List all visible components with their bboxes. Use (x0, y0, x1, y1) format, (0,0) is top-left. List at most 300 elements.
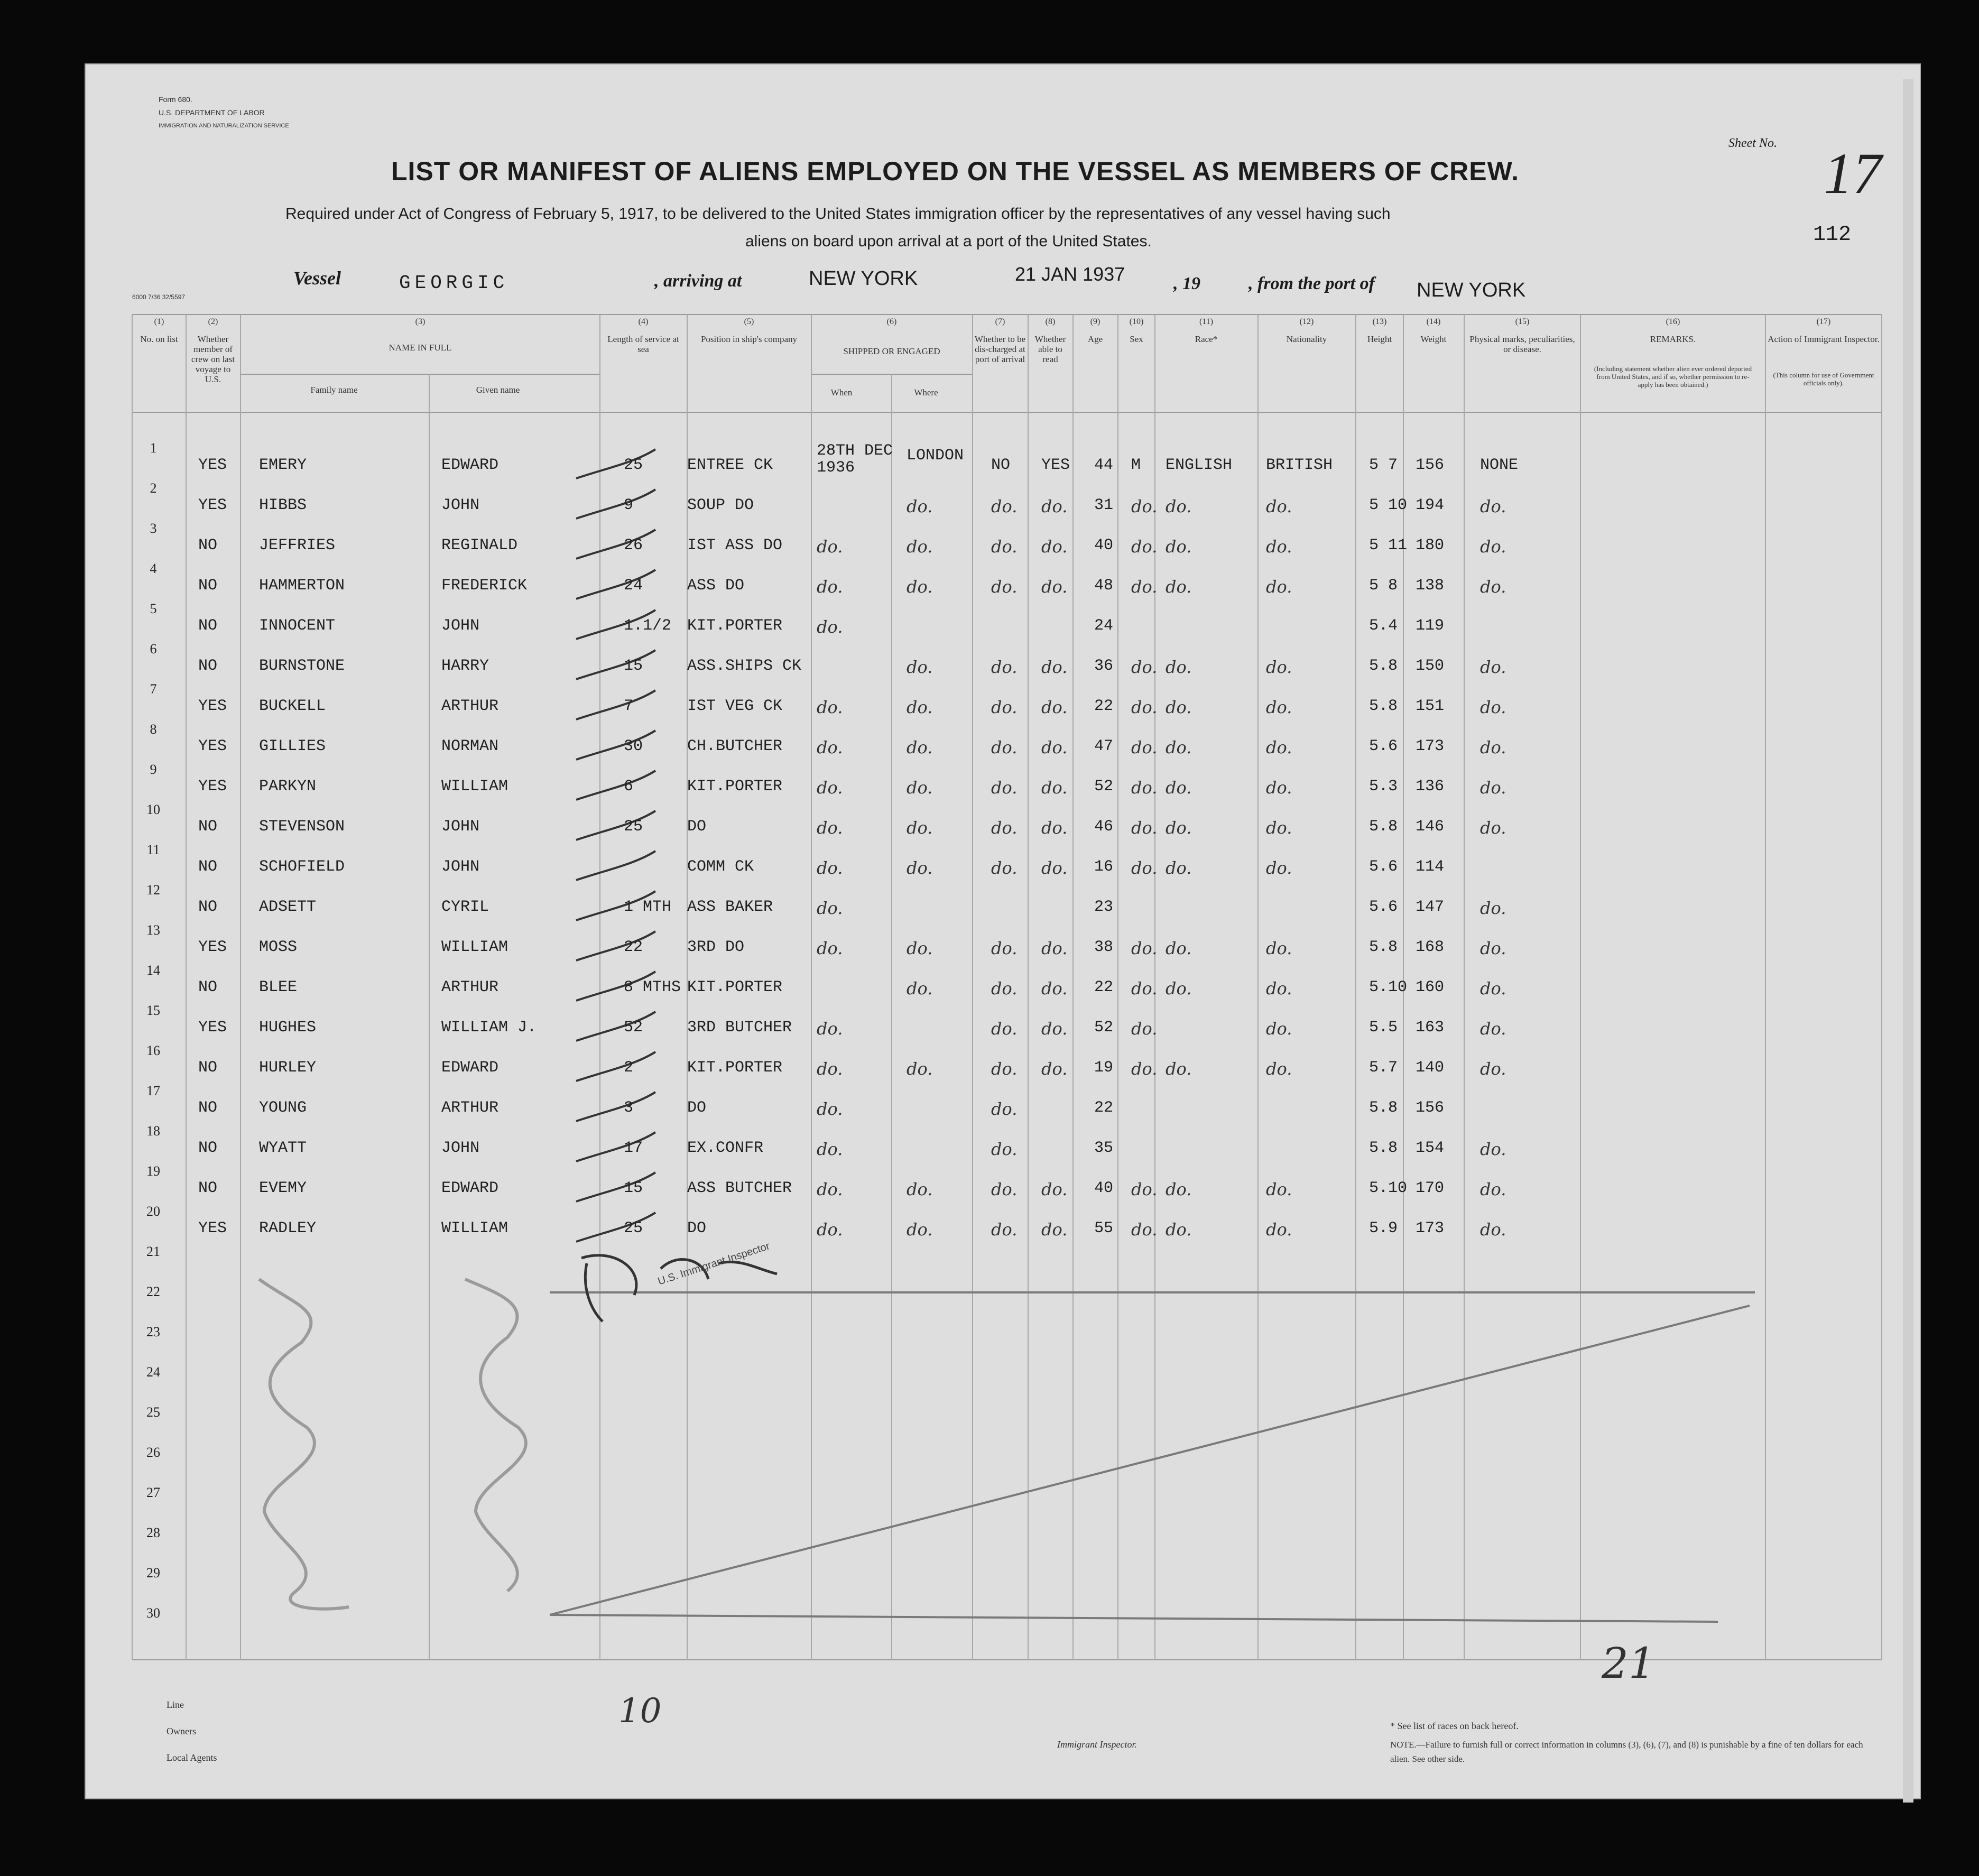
cell-family: PARKYN (259, 778, 317, 796)
cell-given: JOHN (441, 858, 480, 876)
cell-discharged: do. (991, 1179, 1018, 1199)
cell-weight: 163 (1416, 1019, 1445, 1037)
cell-age: 16 (1094, 858, 1114, 876)
row-number: 1 (150, 440, 157, 456)
cell-given: HARRY (441, 657, 489, 675)
cell-given: CYRIL (441, 898, 489, 916)
cell-position: DO (687, 1099, 707, 1117)
cell-read: do. (1041, 1179, 1068, 1199)
cell-family: YOUNG (259, 1099, 307, 1117)
cell-where: do. (907, 778, 933, 798)
cell-weight: 140 (1416, 1059, 1445, 1077)
arriving-port: NEW YORK (809, 267, 918, 290)
check-mark (576, 489, 655, 519)
cell-discharged: do. (991, 778, 1018, 798)
check-mark (576, 650, 655, 679)
cell-marks: do. (1480, 938, 1506, 958)
cell-last-voyage: NO (198, 858, 218, 876)
cell-discharged: do. (991, 1139, 1018, 1159)
vessel-label: Vessel (293, 267, 341, 289)
cell-sex: do. (1131, 1019, 1158, 1039)
cell-service: 1 MTH (624, 898, 672, 916)
service-name: IMMIGRATION AND NATURALIZATION SERVICE (159, 123, 289, 129)
cell-weight: 173 (1416, 737, 1445, 755)
row-number: 7 (150, 681, 157, 697)
row-number: 5 (150, 601, 157, 616)
cell-last-voyage: YES (198, 496, 227, 514)
row-number: 2 (150, 480, 157, 496)
cell-race: do. (1166, 577, 1192, 597)
cell-weight: 173 (1416, 1219, 1445, 1237)
cell-age: 44 (1094, 456, 1114, 474)
cell-race: do. (1166, 1059, 1192, 1079)
cell-where: do. (907, 1219, 933, 1240)
cell-sex: M (1131, 456, 1141, 474)
cell-nationality: do. (1266, 1059, 1292, 1079)
cell-weight: 170 (1416, 1179, 1445, 1197)
column-number: (3) (415, 317, 426, 326)
cell-where: do. (907, 978, 933, 999)
cell-given: NORMAN (441, 737, 499, 755)
row-number: 26 (146, 1445, 160, 1460)
cell-discharged: do. (991, 1019, 1018, 1039)
column-number: (10) (1129, 317, 1144, 326)
cell-position: ASS DO (687, 577, 745, 595)
cell-position: CH.BUTCHER (687, 737, 783, 755)
year-label: , 19 (1173, 274, 1200, 293)
cell-age: 23 (1094, 898, 1114, 916)
cell-where: do. (907, 1179, 933, 1199)
cell-weight: 156 (1416, 1099, 1445, 1117)
cell-marks: do. (1480, 577, 1506, 597)
row-number: 23 (146, 1324, 160, 1339)
cell-last-voyage: NO (198, 577, 218, 595)
cell-given: ARTHUR (441, 1099, 499, 1117)
cell-last-voyage: NO (198, 657, 218, 675)
cell-given: JOHN (441, 496, 480, 514)
column-number: (5) (744, 317, 754, 326)
row-number: 25 (146, 1404, 160, 1420)
cell-position: KIT.PORTER (687, 617, 783, 635)
cell-when: do. (817, 778, 843, 798)
row-number: 12 (146, 882, 160, 898)
column-header: Action of Immigrant Inspector. (1768, 334, 1880, 344)
cell-last-voyage: YES (198, 697, 227, 715)
cell-sex: do. (1131, 938, 1158, 958)
cell-discharged: do. (991, 978, 1018, 999)
cell-last-voyage: YES (198, 1219, 227, 1237)
sheet-number-label: Sheet No. (1728, 136, 1777, 150)
column-header: REMARKS. (1650, 334, 1696, 344)
subheader-inspector-note: (This column for use of Government officials only). (1773, 371, 1874, 387)
cell-weight: 156 (1416, 456, 1445, 474)
cell-service: 25 (624, 1219, 643, 1237)
cell-when: do. (817, 1139, 843, 1159)
cell-height: 5 8 (1369, 577, 1398, 595)
cell-sex: do. (1131, 697, 1158, 717)
cell-race: do. (1166, 496, 1192, 516)
cell-discharged: do. (991, 1219, 1018, 1240)
cell-family: HIBBS (259, 496, 307, 514)
cell-family: HUGHES (259, 1019, 317, 1037)
cell-height: 5.8 (1369, 1139, 1398, 1157)
cell-marks: do. (1480, 1059, 1506, 1079)
local-agents-label: Local Agents (167, 1752, 217, 1763)
cell-nationality: do. (1266, 496, 1292, 516)
cell-when: do. (817, 537, 843, 557)
cell-weight: 168 (1416, 938, 1445, 956)
cell-service: 24 (624, 577, 643, 595)
column-number: (6) (886, 317, 897, 326)
cell-where: do. (907, 577, 933, 597)
cell-family: ADSETT (259, 898, 317, 916)
cell-read: do. (1041, 737, 1068, 757)
cell-marks: do. (1480, 496, 1506, 516)
row-number: 22 (146, 1284, 160, 1299)
cell-where: do. (907, 938, 933, 958)
cell-age: 40 (1094, 1179, 1114, 1197)
cell-weight: 160 (1416, 978, 1445, 996)
row-number: 8 (150, 722, 157, 737)
cell-family: WYATT (259, 1139, 307, 1157)
cell-race: do. (1166, 818, 1192, 838)
cell-nationality: do. (1266, 737, 1292, 757)
cell-weight: 194 (1416, 496, 1445, 514)
row-number: 24 (146, 1364, 160, 1380)
cell-height: 5.5 (1369, 1019, 1398, 1037)
column-number: (1) (154, 317, 164, 326)
check-mark (576, 931, 655, 960)
cell-service: 15 (624, 1179, 643, 1197)
cell-discharged: do. (991, 938, 1018, 958)
row-number: 17 (146, 1083, 160, 1098)
from-port-label: , from the port of (1249, 274, 1375, 293)
column-number: (7) (995, 317, 1005, 326)
column-header: Length of service at sea (607, 334, 679, 354)
cell-family: SCHOFIELD (259, 858, 345, 876)
sheet-number: 17 (1824, 141, 1882, 206)
cell-height: 5.6 (1369, 898, 1398, 916)
owners-label: Owners (167, 1726, 196, 1736)
row-number: 20 (146, 1204, 160, 1219)
cell-race: do. (1166, 1219, 1192, 1240)
cell-given: JOHN (441, 1139, 480, 1157)
cell-weight: 150 (1416, 657, 1445, 675)
row-number: 28 (146, 1525, 160, 1540)
cell-height: 5.8 (1369, 938, 1398, 956)
cell-height: 5.7 (1369, 1059, 1398, 1077)
cell-marks: do. (1480, 978, 1506, 999)
cell-weight: 146 (1416, 818, 1445, 836)
cell-read: do. (1041, 778, 1068, 798)
cell-race: do. (1166, 697, 1192, 717)
column-header: SHIPPED OR ENGAGED (843, 346, 940, 356)
cell-age: 55 (1094, 1219, 1114, 1237)
column-number: (17) (1816, 317, 1831, 326)
cell-age: 40 (1094, 537, 1114, 555)
cell-position: IST VEG CK (687, 697, 783, 715)
cell-marks: do. (1480, 1219, 1506, 1240)
cell-last-voyage: NO (198, 1099, 218, 1117)
cell-nationality: do. (1266, 657, 1292, 677)
cell-when: do. (817, 1019, 843, 1039)
cell-where: do. (907, 1059, 933, 1079)
check-mark (576, 1172, 655, 1202)
cell-sex: do. (1131, 778, 1158, 798)
cell-family: HURLEY (259, 1059, 317, 1077)
cell-family: JEFFRIES (259, 537, 336, 555)
cell-last-voyage: YES (198, 737, 227, 755)
manifest-subtitle-line1: Required under Act of Congress of February 5, 1917, to be delivered to the United States immigration officer by the representatives of any vessel having such (285, 205, 1391, 223)
column-number: (8) (1045, 317, 1056, 326)
cell-height: 5.8 (1369, 657, 1398, 675)
cell-read: do. (1041, 577, 1068, 597)
cell-age: 35 (1094, 1139, 1114, 1157)
cell-where: do. (907, 737, 933, 757)
cell-service: 26 (624, 537, 643, 555)
row-number: 27 (146, 1485, 160, 1500)
cell-marks: do. (1480, 657, 1506, 677)
cell-marks: do. (1480, 898, 1506, 918)
row-number: 29 (146, 1565, 160, 1581)
cell-weight: 119 (1416, 617, 1445, 635)
cell-position: DO (687, 1219, 707, 1237)
cell-age: 31 (1094, 496, 1114, 514)
cell-height: 5.6 (1369, 858, 1398, 876)
cell-service: 8 MTHS (624, 978, 681, 996)
cell-age: 46 (1094, 818, 1114, 836)
column-number: (4) (638, 317, 649, 326)
cell-last-voyage: NO (198, 1139, 218, 1157)
cell-marks: do. (1480, 697, 1506, 717)
cell-age: 47 (1094, 737, 1114, 755)
check-mark (576, 1052, 655, 1081)
cell-nationality: do. (1266, 1219, 1292, 1240)
cell-sex: do. (1131, 577, 1158, 597)
subheader-family-name: Family name (310, 385, 358, 395)
cell-sex: do. (1131, 1179, 1158, 1199)
cell-when: do. (817, 858, 843, 878)
cell-last-voyage: YES (198, 938, 227, 956)
cell-position: SOUP DO (687, 496, 754, 514)
cell-sex: do. (1131, 657, 1158, 677)
inspector-stamp: U.S. Immigrant Inspector (656, 1240, 772, 1288)
check-mark (576, 1132, 655, 1161)
cell-service: 30 (624, 737, 643, 755)
cell-given: EDWARD (441, 1059, 499, 1077)
cell-family: INNOCENT (259, 617, 336, 635)
cell-read: do. (1041, 1059, 1068, 1079)
cell-family: EVEMY (259, 1179, 307, 1197)
check-mark (576, 449, 655, 478)
cell-where: do. (907, 496, 933, 516)
cell-height: 5.3 (1369, 778, 1398, 796)
cell-position: ASS.SHIPS CK (687, 657, 802, 675)
form-code: 6000 7/36 32/5597 (132, 293, 186, 301)
row-number: 3 (150, 521, 157, 536)
row-number: 15 (146, 1003, 160, 1018)
cell-height: 5 10 (1369, 496, 1408, 514)
cell-family: STEVENSON (259, 818, 345, 836)
cell-marks: do. (1480, 537, 1506, 557)
cell-position: DO (687, 818, 707, 836)
arriving-label: , arriving at (654, 271, 742, 291)
cell-sex: do. (1131, 496, 1158, 516)
cell-read: YES (1041, 456, 1070, 474)
cell-discharged: do. (991, 858, 1018, 878)
check-mark (576, 771, 655, 800)
cell-race: do. (1166, 537, 1192, 557)
cell-service: 17 (624, 1139, 643, 1157)
cell-sex: do. (1131, 1219, 1158, 1240)
cell-age: 22 (1094, 697, 1114, 715)
cell-age: 22 (1094, 978, 1114, 996)
cell-age: 52 (1094, 778, 1114, 796)
cell-given: JOHN (441, 818, 480, 836)
cell-read: do. (1041, 978, 1068, 999)
cell-service: 52 (624, 1019, 643, 1037)
cell-family: MOSS (259, 938, 298, 956)
cell-sex: do. (1131, 537, 1158, 557)
cell-marks: do. (1480, 1019, 1506, 1039)
cell-when: do. (817, 1179, 843, 1199)
cell-weight: 138 (1416, 577, 1445, 595)
cell-last-voyage: NO (198, 1179, 218, 1197)
cell-height: 5.6 (1369, 737, 1398, 755)
cell-given: FREDERICK (441, 577, 528, 595)
cell-when: 28TH DEC 1936 (817, 442, 893, 477)
cell-when: do. (817, 1099, 843, 1119)
cell-given: EDWARD (441, 1179, 499, 1197)
cell-last-voyage: NO (198, 818, 218, 836)
cell-height: 5.4 (1369, 617, 1398, 635)
cell-height: 5.8 (1369, 818, 1398, 836)
cell-given: ARTHUR (441, 978, 499, 996)
cell-given: WILLIAM (441, 778, 508, 796)
cell-where: do. (907, 858, 933, 878)
row-number: 21 (146, 1244, 160, 1259)
column-header: Whether able to read (1034, 334, 1066, 364)
cell-discharged: NO (991, 456, 1011, 474)
arrival-date-stamp: 21 JAN 1937 (1015, 263, 1125, 285)
cell-where: do. (907, 657, 933, 677)
cell-marks: do. (1480, 818, 1506, 838)
cell-service: 15 (624, 657, 643, 675)
cell-nationality: do. (1266, 858, 1292, 878)
cell-given: ARTHUR (441, 697, 499, 715)
cell-marks: do. (1480, 737, 1506, 757)
subheader-where: Where (914, 387, 938, 398)
cell-sex: do. (1131, 978, 1158, 999)
cell-last-voyage: YES (198, 778, 227, 796)
cell-when: do. (817, 1059, 843, 1079)
cell-when: do. (817, 737, 843, 757)
cell-position: IST ASS DO (687, 537, 783, 555)
cell-service: 1.1/2 (624, 617, 672, 635)
cell-nationality: do. (1266, 1179, 1292, 1199)
race-note: * See list of races on back hereof. (1390, 1721, 1519, 1731)
cell-read: do. (1041, 657, 1068, 677)
cell-family: BUCKELL (259, 697, 326, 715)
cell-position: EX.CONFR (687, 1139, 764, 1157)
cell-race: do. (1166, 858, 1192, 878)
cell-nationality: do. (1266, 818, 1292, 838)
cell-family: RADLEY (259, 1219, 317, 1237)
cell-read: do. (1041, 537, 1068, 557)
cell-position: COMM CK (687, 858, 754, 876)
cell-discharged: do. (991, 737, 1018, 757)
subheader-given-name: Given name (476, 385, 520, 395)
cell-nationality: do. (1266, 537, 1292, 557)
column-number: (13) (1372, 317, 1387, 326)
cell-sex: do. (1131, 858, 1158, 878)
column-header: Nationality (1286, 334, 1327, 344)
cell-given: WILLIAM (441, 938, 508, 956)
cell-position: KIT.PORTER (687, 1059, 783, 1077)
cell-race: ENGLISH (1166, 456, 1233, 474)
cell-discharged: do. (991, 1099, 1018, 1119)
row-number: 6 (150, 641, 157, 657)
cell-given: WILLIAM J. (441, 1019, 537, 1037)
check-mark (576, 1213, 655, 1242)
cell-position: ENTREE CK (687, 456, 773, 474)
cell-where: do. (907, 818, 933, 838)
cell-age: 24 (1094, 617, 1114, 635)
cell-position: 3RD DO (687, 938, 745, 956)
cell-service: 22 (624, 938, 643, 956)
cell-weight: 180 (1416, 537, 1445, 555)
cell-position: ASS BUTCHER (687, 1179, 792, 1197)
row-number: 19 (146, 1163, 160, 1179)
cell-age: 22 (1094, 1099, 1114, 1117)
row-number: 9 (150, 762, 157, 777)
cell-marks: do. (1480, 1139, 1506, 1159)
cell-sex: do. (1131, 1059, 1158, 1079)
cell-marks: do. (1480, 778, 1506, 798)
column-header: No. on list (140, 334, 178, 344)
cell-given: REGINALD (441, 537, 518, 555)
cell-weight: 147 (1416, 898, 1445, 916)
handwritten-count: 10 (618, 1692, 662, 1731)
column-number: (12) (1299, 317, 1314, 326)
handwritten-total: 21 (1602, 1639, 1656, 1688)
cell-where: LONDON (907, 447, 964, 465)
cell-height: 5.10 (1369, 978, 1408, 996)
cell-when: do. (817, 1219, 843, 1240)
page-number: 112 (1813, 223, 1852, 247)
line-label: Line (167, 1699, 184, 1710)
form-number: Form 680. (159, 95, 192, 104)
from-port: NEW YORK (1417, 279, 1526, 301)
cell-age: 52 (1094, 1019, 1114, 1037)
cell-weight: 154 (1416, 1139, 1445, 1157)
column-header: Weight (1420, 334, 1447, 344)
cell-read: do. (1041, 697, 1068, 717)
column-number: (14) (1426, 317, 1441, 326)
cell-height: 5.9 (1369, 1219, 1398, 1237)
cell-position: KIT.PORTER (687, 978, 783, 996)
cell-race: do. (1166, 657, 1192, 677)
cell-family: HAMMERTON (259, 577, 345, 595)
cell-when: do. (817, 617, 843, 637)
check-mark (576, 530, 655, 559)
check-mark (576, 851, 655, 880)
row-number: 10 (146, 802, 160, 817)
cell-discharged: do. (991, 1059, 1018, 1079)
cell-discharged: do. (991, 496, 1018, 516)
cell-read: do. (1041, 858, 1068, 878)
cell-weight: 136 (1416, 778, 1445, 796)
